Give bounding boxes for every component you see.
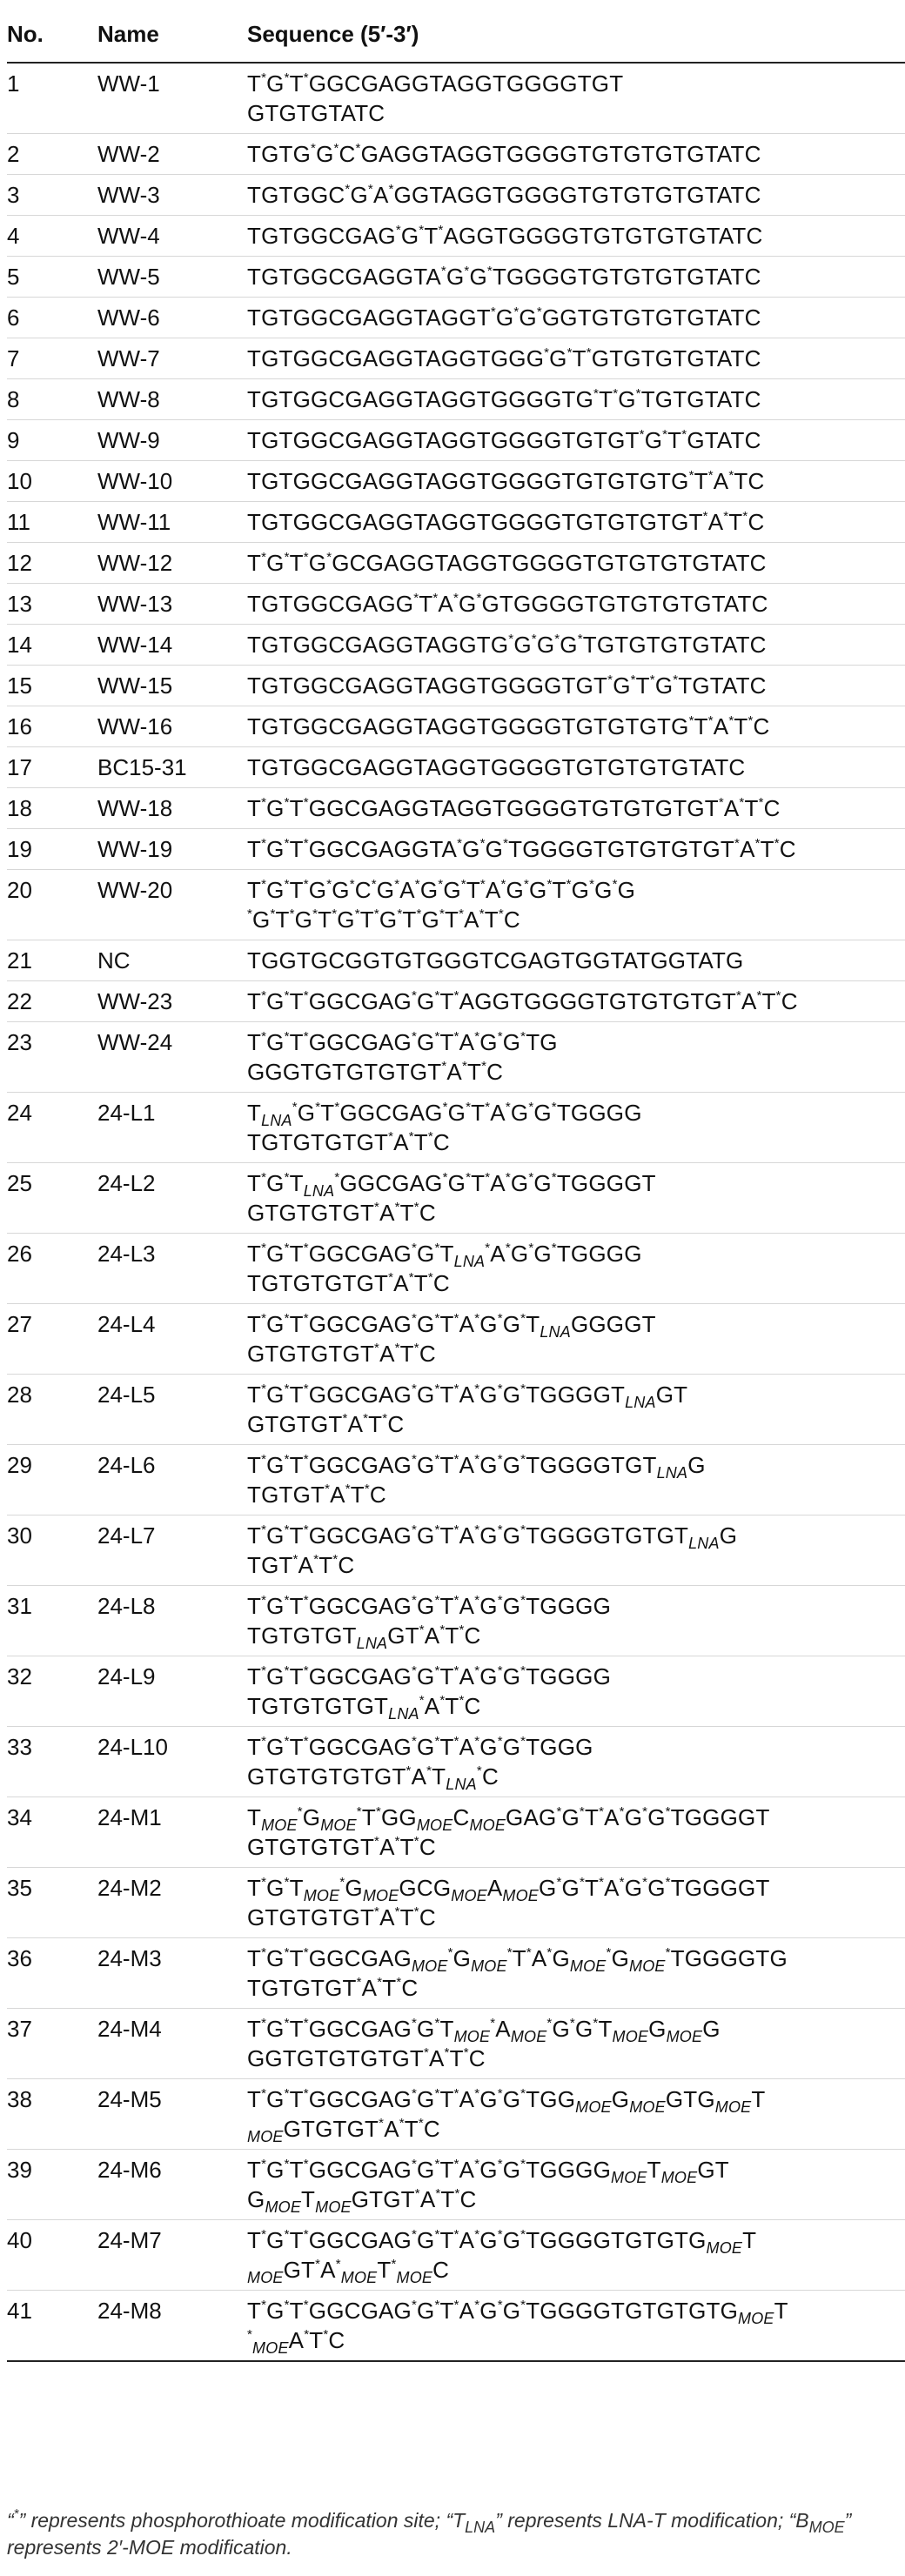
row-sequence: TGTGGCGAGG*T*A*G*GTGGGGTGTGTGTGTATC bbox=[247, 584, 905, 625]
row-name: WW-13 bbox=[97, 584, 247, 625]
table-row bbox=[7, 1234, 905, 1304]
table-row bbox=[7, 461, 905, 502]
header-no: No. bbox=[7, 12, 97, 63]
table-row bbox=[7, 1163, 905, 1234]
row-number: 7 bbox=[7, 338, 97, 379]
row-name: WW-14 bbox=[97, 625, 247, 666]
row-number: 16 bbox=[7, 706, 97, 747]
row-name: 24-L1 bbox=[97, 1093, 247, 1163]
row-sequence: $T^*G^*T^*GGCGAG^*G^*T_{LNA}^*A^*G^*G^*TGGGG$ TGTGTGTGT*A*T*C bbox=[247, 1234, 905, 1304]
table-row bbox=[7, 2220, 905, 2291]
row-number: 4 bbox=[7, 216, 97, 257]
row-number: 23 bbox=[7, 1022, 97, 1093]
row-name: WW-11 bbox=[97, 502, 247, 543]
row-number: 20 bbox=[7, 870, 97, 940]
row-name: WW-10 bbox=[97, 461, 247, 502]
row-number: 33 bbox=[7, 1727, 97, 1797]
table-row bbox=[7, 1656, 905, 1727]
row-number: 34 bbox=[7, 1797, 97, 1868]
row-name: BC15-31 bbox=[97, 747, 247, 788]
row-number: 14 bbox=[7, 625, 97, 666]
row-number: 19 bbox=[7, 829, 97, 870]
table-row bbox=[7, 543, 905, 584]
row-name: WW-3 bbox=[97, 175, 247, 216]
table-row bbox=[7, 338, 905, 379]
row-number: 22 bbox=[7, 981, 97, 1022]
row-name: 24-M3 bbox=[97, 1938, 247, 2009]
row-sequence: TGTGGCGAG*G*T*AGGTGGGGTGTGTGTGTATC bbox=[247, 216, 905, 257]
row-name: WW-8 bbox=[97, 379, 247, 420]
row-number: 11 bbox=[7, 502, 97, 543]
table-row bbox=[7, 829, 905, 870]
row-number: 3 bbox=[7, 175, 97, 216]
row-name: WW-20 bbox=[97, 870, 247, 940]
row-number: 31 bbox=[7, 1586, 97, 1656]
row-name: 24-M2 bbox=[97, 1868, 247, 1938]
table-row bbox=[7, 1727, 905, 1797]
table-row bbox=[7, 379, 905, 420]
header-sequence: Sequence (5′-3′) bbox=[247, 12, 905, 63]
row-sequence: T*G*T*G*GCGAGGTAGGTGGGGTGTGTGTGTATC bbox=[247, 543, 905, 584]
row-number: 17 bbox=[7, 747, 97, 788]
row-name: WW-18 bbox=[97, 788, 247, 829]
row-number: 37 bbox=[7, 2009, 97, 2079]
row-name: WW-23 bbox=[97, 981, 247, 1022]
row-sequence: $T^*G^*T^*GGCGAG^*G^*T^*A^*G^*G^*TGGGGT_{LNA}GT$ GTGTGT*A*T*C bbox=[247, 1375, 905, 1445]
row-name: 24-L4 bbox=[97, 1304, 247, 1375]
row-number: 9 bbox=[7, 420, 97, 461]
row-number: 27 bbox=[7, 1304, 97, 1375]
row-name: WW-7 bbox=[97, 338, 247, 379]
row-name: 24-M1 bbox=[97, 1797, 247, 1868]
row-number: 6 bbox=[7, 298, 97, 338]
row-name: WW-4 bbox=[97, 216, 247, 257]
table-row bbox=[7, 1868, 905, 1938]
row-sequence: T*G*T*GGCGAG*G*T*A*G*G*TG GGGTGTGTGTGT*A*T*C bbox=[247, 1022, 905, 1093]
row-name: NC bbox=[97, 940, 247, 981]
row-number: 2 bbox=[7, 134, 97, 175]
row-name: WW-12 bbox=[97, 543, 247, 584]
row-number: 12 bbox=[7, 543, 97, 584]
row-number: 36 bbox=[7, 1938, 97, 2009]
table-row bbox=[7, 1797, 905, 1868]
row-sequence: $T^*G^*T^*GGCGAG^*G^*T_{MOE}^*A_{MOE}^*G^*G^*T_{MOE}G_{MOE}G$ GGTGTGTGTGT*A*T*C bbox=[247, 2009, 905, 2079]
table-row bbox=[7, 981, 905, 1022]
row-name: 24-M5 bbox=[97, 2079, 247, 2150]
row-number: 18 bbox=[7, 788, 97, 829]
row-sequence: TGTGGCGAGGTA*G*G*TGGGGTGTGTGTGTATC bbox=[247, 257, 905, 298]
row-sequence: $T^*G^*T^*GGCGAG^*G^*T^*A^*G^*G^*TGGGG_{MOE}T_{MOE}GT$ $G_{MOE}T_{MOE}GTGT^*A^*T^*C$ bbox=[247, 2150, 905, 2220]
row-sequence: $T^*G^*T^*GGCGAG^*G^*T^*A^*G^*G^*T_{LNA}GGGGT$ GTGTGTGT*A*T*C bbox=[247, 1304, 905, 1375]
row-name: WW-9 bbox=[97, 420, 247, 461]
row-sequence: TGTGGCGAGGTAGGTGGGGTG*T*G*TGTGTATC bbox=[247, 379, 905, 420]
table-row bbox=[7, 706, 905, 747]
row-sequence: TGTGGCGAGGTAGGT*G*G*GGTGTGTGTGTATC bbox=[247, 298, 905, 338]
row-sequence: $T_{MOE}^*G_{MOE}^*T^*GG_{MOE}C_{MOE}GAG^*G^*T^*A^*G^*G^*TGGGGT$ GTGTGTGT*A*T*C bbox=[247, 1797, 905, 1868]
table-row bbox=[7, 1515, 905, 1586]
table-row bbox=[7, 1938, 905, 2009]
row-number: 39 bbox=[7, 2150, 97, 2220]
table-row bbox=[7, 2150, 905, 2220]
row-number: 24 bbox=[7, 1093, 97, 1163]
row-name: 24-L9 bbox=[97, 1656, 247, 1727]
table-row bbox=[7, 298, 905, 338]
row-sequence: T*G*T*GGCGAGGTAGGTGGGGTGTGTGTGT*A*T*C bbox=[247, 788, 905, 829]
table-row bbox=[7, 1375, 905, 1445]
row-name: 24-L7 bbox=[97, 1515, 247, 1586]
table-row bbox=[7, 2291, 905, 2362]
row-sequence: TGTGGCGAGGTAGGTGGGGTGTGTGTG*T*A*T*C bbox=[247, 706, 905, 747]
table-row bbox=[7, 134, 905, 175]
row-sequence: $T^*G^*T^*GGCGAG^*G^*T^*A^*G^*G^*TGGGGTGTGTG_{MOE}T$ $_{MOE}GT^*A^*_{MOE}T^*_{MOE}C$ bbox=[247, 2220, 905, 2291]
table-row bbox=[7, 216, 905, 257]
table-row bbox=[7, 625, 905, 666]
table-row bbox=[7, 420, 905, 461]
table-row bbox=[7, 1445, 905, 1515]
row-name: WW-15 bbox=[97, 666, 247, 706]
table-body bbox=[7, 63, 905, 2361]
row-number: 8 bbox=[7, 379, 97, 420]
row-name: 24-L8 bbox=[97, 1586, 247, 1656]
table-row bbox=[7, 1586, 905, 1656]
row-sequence: $T^*G^*T^*GGCGAG^*G^*T^*A^*G^*G^*TGGGGTGTGTGTG_{MOE}T$ *$_{MOE}$A*T*C bbox=[247, 2291, 905, 2362]
row-name: WW-2 bbox=[97, 134, 247, 175]
row-sequence: TGTGGCGAGGTAGGTGGGGTGTGT*G*T*GTATC bbox=[247, 420, 905, 461]
row-sequence: TGTG*G*C*GAGGTAGGTGGGGTGTGTGTGTATC bbox=[247, 134, 905, 175]
row-number: 32 bbox=[7, 1656, 97, 1727]
row-name: WW-6 bbox=[97, 298, 247, 338]
row-number: 41 bbox=[7, 2291, 97, 2362]
row-sequence: T*G*T*GGCGAG*G*T*AGGTGGGGTGTGTGTGT*A*T*C bbox=[247, 981, 905, 1022]
table-row bbox=[7, 788, 905, 829]
row-sequence: $T^*G^*T_{MOE}^*G_{MOE}GCG_{MOE}A_{MOE}G^*G^*T^*A^*G^*G^*TGGGGT$ GTGTGTGT*A*T*C bbox=[247, 1868, 905, 1938]
row-name: 24-M7 bbox=[97, 2220, 247, 2291]
row-sequence: $T^*G^*T^*GGCGAG_{MOE}^*G_{MOE}^*T^*A^*G_{MOE}^*G_{MOE}^*TGGGGTG$ TGTGTGT*A*T*C bbox=[247, 1938, 905, 2009]
row-number: 25 bbox=[7, 1163, 97, 1234]
row-number: 38 bbox=[7, 2079, 97, 2150]
row-name: WW-19 bbox=[97, 829, 247, 870]
row-name: WW-16 bbox=[97, 706, 247, 747]
table-row bbox=[7, 1304, 905, 1375]
row-number: 40 bbox=[7, 2220, 97, 2291]
table-row bbox=[7, 747, 905, 788]
table-row bbox=[7, 2079, 905, 2150]
row-number: 13 bbox=[7, 584, 97, 625]
table-row bbox=[7, 502, 905, 543]
row-name: WW-5 bbox=[97, 257, 247, 298]
table-row bbox=[7, 2009, 905, 2079]
row-sequence: TGTGGCGAGGTAGGTGGGGTGTGTGTG*T*A*TC bbox=[247, 461, 905, 502]
row-number: 35 bbox=[7, 1868, 97, 1938]
header-row bbox=[7, 12, 905, 63]
row-name: 24-L5 bbox=[97, 1375, 247, 1445]
row-sequence: TGTGGCGAGGTAGGTGGGGTGTGTGTGTATC bbox=[247, 747, 905, 788]
row-number: 26 bbox=[7, 1234, 97, 1304]
row-name: 24-L3 bbox=[97, 1234, 247, 1304]
row-name: 24-M6 bbox=[97, 2150, 247, 2220]
table-footnote: “*” represents phosphorothioate modification site; “$T_{LNA}$” represents LNA-T modification; “$B_{MOE}$” represents 2′-MOE modification. bbox=[7, 2506, 852, 2559]
table-row bbox=[7, 584, 905, 625]
row-number: 29 bbox=[7, 1445, 97, 1515]
row-sequence: TGTGGCGAGGTAGGTGGGGTGT*G*T*G*TGTATC bbox=[247, 666, 905, 706]
row-sequence: TGTGGCGAGGTAGGTG*G*G*G*TGTGTGTGTATC bbox=[247, 625, 905, 666]
row-sequence: T*G*T*GGCGAG*G*T*A*G*G*TGGGG $TGTGTGT_{LNA}GT^*A^*T^*C$ bbox=[247, 1586, 905, 1656]
row-name: 24-L2 bbox=[97, 1163, 247, 1234]
row-number: 1 bbox=[7, 63, 97, 134]
row-sequence: T*G*T*G*G*C*G*A*G*G*T*A*G*G*T*G*G*G *G*T*G*T*G*T*G*T*G*T*A*T*C bbox=[247, 870, 905, 940]
table-row bbox=[7, 1022, 905, 1093]
row-sequence: T*G*T*GGCGAGGTAGGTGGGGTGT GTGTGTATC bbox=[247, 63, 905, 134]
table-row bbox=[7, 257, 905, 298]
row-name: WW-24 bbox=[97, 1022, 247, 1093]
table-row bbox=[7, 175, 905, 216]
sequence-table bbox=[7, 12, 905, 2362]
row-sequence: TGTGGCGAGGTAGGTGGGGTGTGTGTGT*A*T*C bbox=[247, 502, 905, 543]
row-name: 24-L10 bbox=[97, 1727, 247, 1797]
row-sequence: TGTGGC*G*A*GGTAGGTGGGGTGTGTGTGTATC bbox=[247, 175, 905, 216]
row-number: 28 bbox=[7, 1375, 97, 1445]
row-sequence: TGTGGCGAGGTAGGTGGG*G*T*GTGTGTGTATC bbox=[247, 338, 905, 379]
row-number: 30 bbox=[7, 1515, 97, 1586]
table-header bbox=[7, 12, 905, 63]
table-row bbox=[7, 666, 905, 706]
row-sequence: $T^*G^*T^*GGCGAG^*G^*T^*A^*G^*G^*TGGGGTGTGT_{LNA}G$ TGT*A*T*C bbox=[247, 1515, 905, 1586]
row-name: 24-M4 bbox=[97, 2009, 247, 2079]
row-sequence: $T_{LNA}^*G^*T^*GGCGAG^*G^*T^*A^*G^*G^*TGGGG$ TGTGTGTGT*A*T*C bbox=[247, 1093, 905, 1163]
table-row bbox=[7, 870, 905, 940]
row-name: 24-M8 bbox=[97, 2291, 247, 2362]
row-sequence: $T^*G^*T^*GGCGAG^*G^*T^*A^*G^*G^*TGG_{MOE}G_{MOE}GTG_{MOE}T$ $_{MOE}$GTGTGT*A*T*C bbox=[247, 2079, 905, 2150]
row-sequence: T*G*T*GGCGAG*G*T*A*G*G*TGGGG $TGTGTGTGT_{LNA}^*A^*T^*C$ bbox=[247, 1656, 905, 1727]
row-number: 5 bbox=[7, 257, 97, 298]
row-name: WW-1 bbox=[97, 63, 247, 134]
row-sequence: $T^*G^*T^*GGCGAG^*G^*T^*A^*G^*G^*TGGGGTGT_{LNA}G$ TGTGT*A*T*C bbox=[247, 1445, 905, 1515]
row-sequence: $T^*G^*T_{LNA}^*GGCGAG^*G^*T^*A^*G^*G^*TGGGGT$ GTGTGTGT*A*T*C bbox=[247, 1163, 905, 1234]
table-row bbox=[7, 63, 905, 134]
table-row bbox=[7, 940, 905, 981]
row-sequence: T*G*T*GGCGAGGTA*G*G*TGGGGTGTGTGTGT*A*T*C bbox=[247, 829, 905, 870]
row-number: 15 bbox=[7, 666, 97, 706]
row-number: 21 bbox=[7, 940, 97, 981]
row-sequence: T*G*T*GGCGAG*G*T*A*G*G*TGGG $GTGTGTGTGT^*A^*T_{LNA}^*C$ bbox=[247, 1727, 905, 1797]
header-name: Name bbox=[97, 12, 247, 63]
row-sequence: TGGTGCGGTGTGGGTCGAGTGGTATGGTATG bbox=[247, 940, 905, 981]
row-number: 10 bbox=[7, 461, 97, 502]
row-name: 24-L6 bbox=[97, 1445, 247, 1515]
table-row bbox=[7, 1093, 905, 1163]
